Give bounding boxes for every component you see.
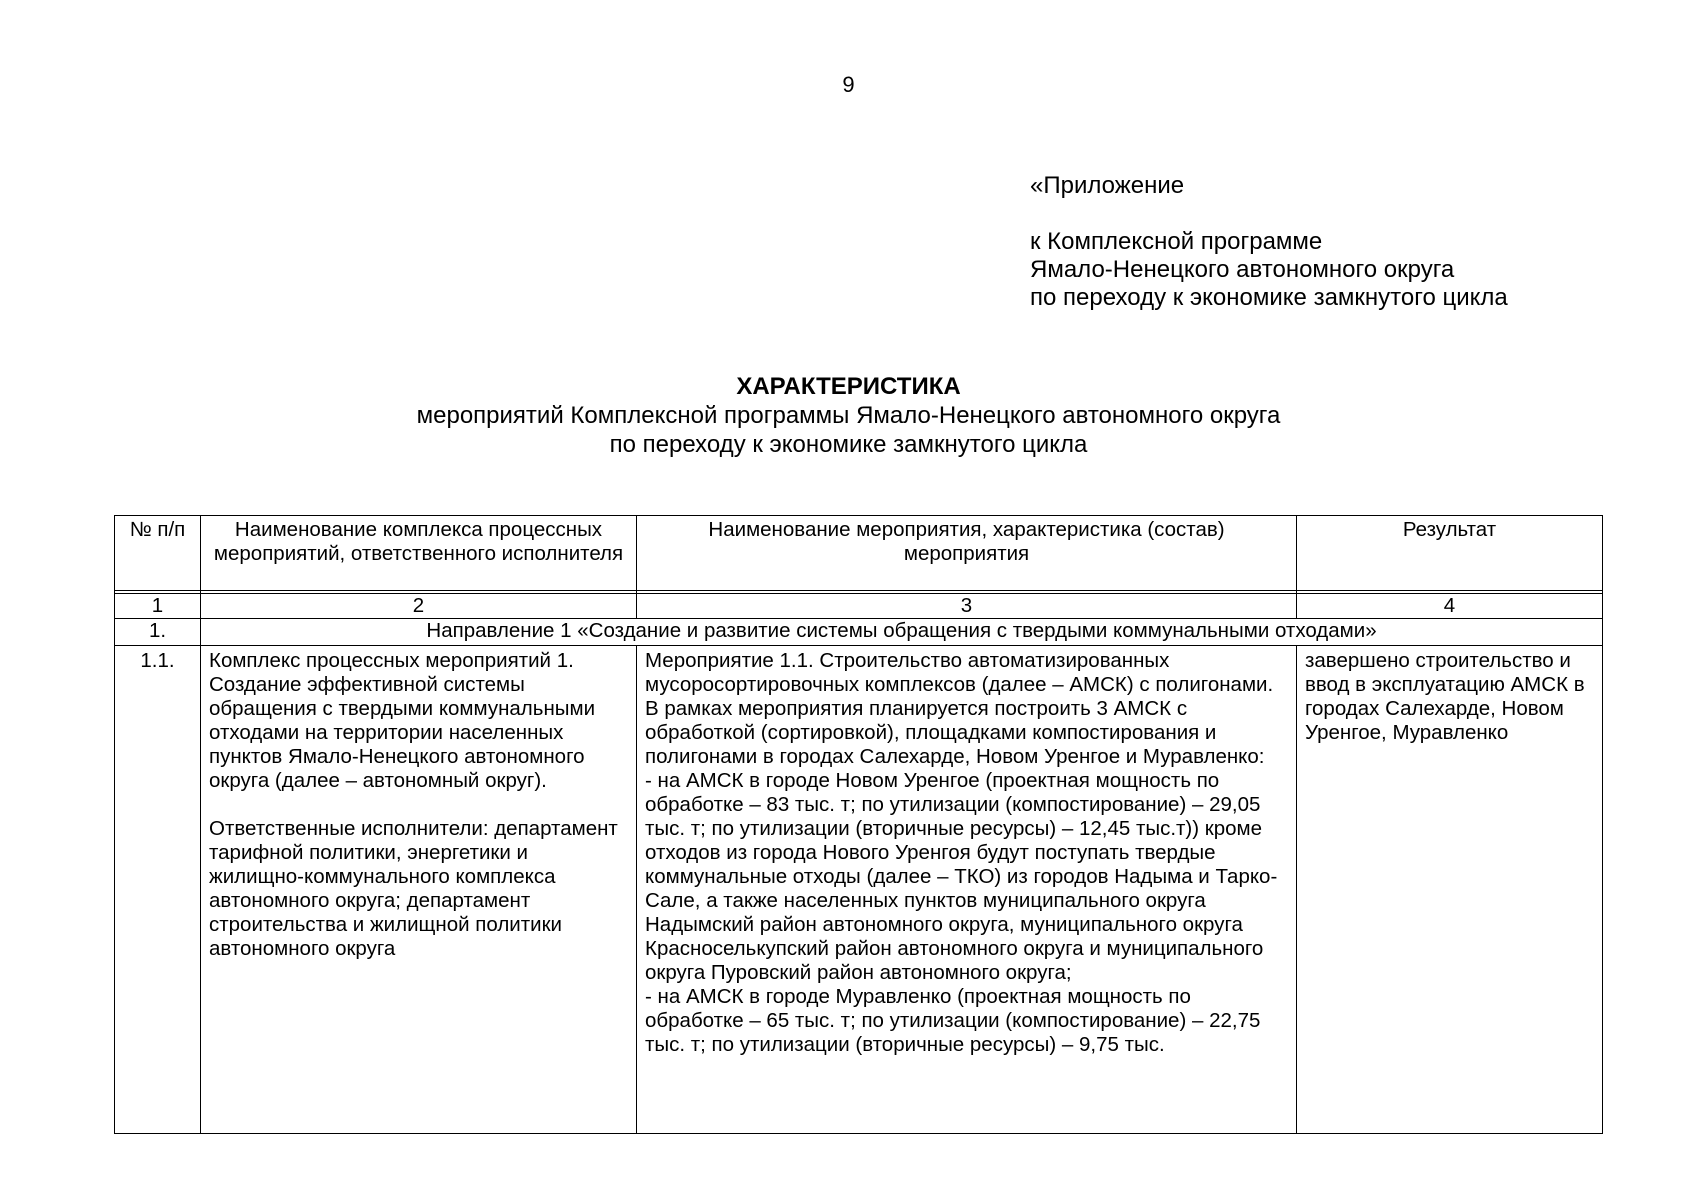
document-subtitle-1: мероприятий Комплексной программы Ямало-Ненецкого автономного округа — [416, 402, 1281, 429]
direction-number: 1. — [115, 619, 201, 646]
measures-table — [114, 515, 1603, 1134]
column-number: 3 — [637, 594, 1297, 619]
appendix-line-4: по переходу к экономике замкнутого цикла — [1030, 284, 1508, 311]
column-number: 1 — [115, 594, 201, 619]
header-number: № п/п — [115, 516, 201, 591]
measure-cell — [637, 646, 1297, 1134]
appendix-gap — [1030, 200, 1508, 228]
page-number: 9 — [842, 72, 855, 97]
measure-paragraph: - на АМСК в городе Муравленко (проектная мощность по обработке – 65 тыс. т; по утилизации (компостирование) – 22,75 тыс. т; по утилизации (вторичные ресурсы) – 9,75 тыс. — [645, 985, 1261, 1056]
direction-row — [115, 619, 1603, 646]
appendix-line-1: «Приложение — [1030, 172, 1185, 199]
appendix-line-2: к Комплексной программе — [1030, 228, 1323, 255]
table-row — [115, 646, 1603, 1134]
header-result: Результат — [1297, 516, 1603, 591]
column-numbers-row — [115, 594, 1603, 619]
complex-cell — [201, 646, 637, 1134]
header-complex: Наименование комплекса процессных мероприятий, ответственного исполнителя — [201, 516, 637, 591]
document-title: ХАРАКТЕРИСТИКА — [736, 373, 961, 400]
complex-name: Комплекс процессных мероприятий 1. Создание эффективной системы обращения с твердыми коммунальными отходами на территории населенных пунктов Ямало-Ненецкого автономного округа (далее – автономный округ). — [209, 649, 596, 792]
responsible-executors: Ответственные исполнители: департамент тарифной политики, энергетики и жилищно-коммунального комплекса автономного округа; департамент строительства и жилищной политики автономного округа — [209, 817, 618, 960]
measure-title: Мероприятие 1.1. Строительство автоматизированных мусоросортировочных комплексов (далее – АМСК) с полигонами. — [645, 649, 1274, 696]
appendix-header — [1030, 172, 1508, 312]
table-header-row — [115, 516, 1603, 591]
document-title-block — [0, 372, 1697, 459]
row-number: 1.1. — [115, 646, 201, 1134]
column-number: 2 — [201, 594, 637, 619]
measure-paragraph: - на АМСК в городе Новом Уренгое (проектная мощность по обработке – 83 тыс. т; по утилизации (компостирование) – 29,05 тыс. т; по утилизации (вторичные ресурсы) – 12,45 тыс.т)) кроме отходов из города Нового Уренгоя будут поступать твердые коммунальные отходы (далее – ТКО) из городов Надыма и Тарко-Сале, а также населенных пунктов муниципального округа Надымский район автономного округа, муниципального округа Красноселькупский район автономного округа и муниципального округа Пуровский район автономного округа; — [645, 769, 1278, 984]
appendix-line-3: Ямало-Ненецкого автономного округа — [1030, 256, 1455, 283]
header-measure: Наименование мероприятия, характеристика (состав) мероприятия — [637, 516, 1297, 591]
measure-paragraph: В рамках мероприятия планируется построить 3 АМСК с обработкой (сортировкой), площадками компостирования и полигонами в городах Салехарде, Новом Уренгое и Муравленко: — [645, 697, 1265, 768]
document-subtitle-2: по переходу к экономике замкнутого цикла — [609, 431, 1088, 458]
direction-text: Направление 1 «Создание и развитие системы обращения с твердыми коммунальными отходами» — [201, 619, 1603, 646]
column-number: 4 — [1297, 594, 1603, 619]
result-cell: завершено строительство и ввод в эксплуатацию АМСК в городах Салехарде, Новом Уренгое, Муравленко — [1297, 646, 1603, 1134]
